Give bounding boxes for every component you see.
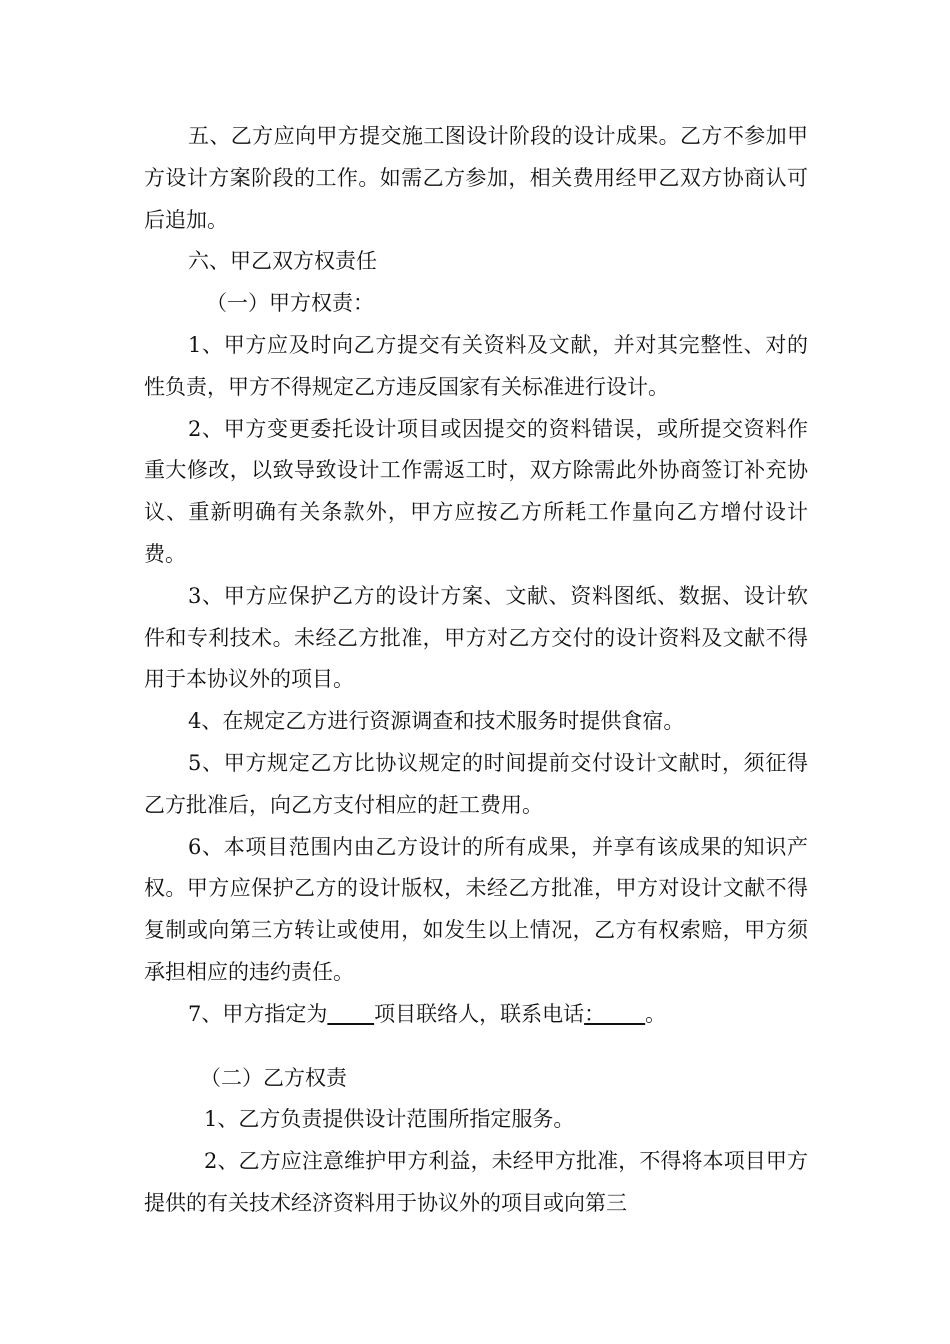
spacer bbox=[144, 1036, 808, 1058]
heading-section-6: 六、甲乙双方权责任 bbox=[188, 249, 377, 274]
item7-suffix: 。 bbox=[645, 1001, 667, 1026]
paragraph-b-item-2: 2、乙方应注意维护甲方利益，未经甲方批准，不得将本项目甲方提供的有关技术经济资料用于协议外的项目或向第三 bbox=[144, 1149, 808, 1215]
document-body bbox=[144, 116, 808, 1225]
paragraph-clause-5: 五、乙方应向甲方提交施工图设计阶段的设计成果。乙方不参加甲方设计方案阶段的工作。如需乙方参加，相关费用经甲乙双方协商认可后追加。 bbox=[144, 124, 808, 232]
contact-person-blank bbox=[327, 1002, 374, 1026]
item7-middle: 项目联络人，联系电话 bbox=[374, 1001, 585, 1026]
paragraph-a-item-7 bbox=[144, 994, 808, 1036]
paragraph-b-item-1: 1、乙方负责提供设计范围所指定服务。 bbox=[204, 1107, 575, 1132]
subheading-party-b-rights: （二）乙方权责 bbox=[200, 1065, 347, 1090]
paragraph-a-item-5: 5、甲方规定乙方比协议规定的时间提前交付设计文献时，须征得乙方批准后，向乙方支付相应的赶工费用。 bbox=[144, 750, 808, 817]
subheading-party-a-rights: （一）甲方权责： bbox=[206, 291, 374, 316]
paragraph-a-item-1: 1、甲方应及时向乙方提交有关资料及文献，并对其完整性、对的性负责，甲方不得规定乙方违反国家有关标准进行设计。 bbox=[144, 332, 808, 399]
paragraph-a-item-6: 6、本项目范围内由乙方设计的所有成果，并享有该成果的知识产权。甲方应保护乙方的设计版权，未经乙方批准，甲方对设计文献不得复制或向第三方转让或使用，如发生以上情况，乙方有权索赔，甲方须承担相应的违约责任。 bbox=[144, 834, 808, 984]
contact-phone-blank: ： bbox=[584, 1001, 646, 1026]
item7-prefix: 7、甲方指定为 bbox=[188, 1001, 328, 1026]
paragraph-a-item-4: 4、在规定乙方进行资源调查和技术服务时提供食宿。 bbox=[188, 709, 685, 734]
paragraph-a-item-2: 2、甲方变更委托设计项目或因提交的资料错误，或所提交资料作重大修改，以致导致设计工作需返工时，双方除需此外协商签订补充协议、重新明确有关条款外，甲方应按乙方所耗工作量向乙方增付设计费。 bbox=[144, 416, 808, 566]
paragraph-a-item-3: 3、甲方应保护乙方的设计方案、文献、资料图纸、数据、设计软件和专利技术。未经乙方批准，甲方对乙方交付的设计资料及文献不得用于本协议外的项目。 bbox=[144, 583, 808, 692]
